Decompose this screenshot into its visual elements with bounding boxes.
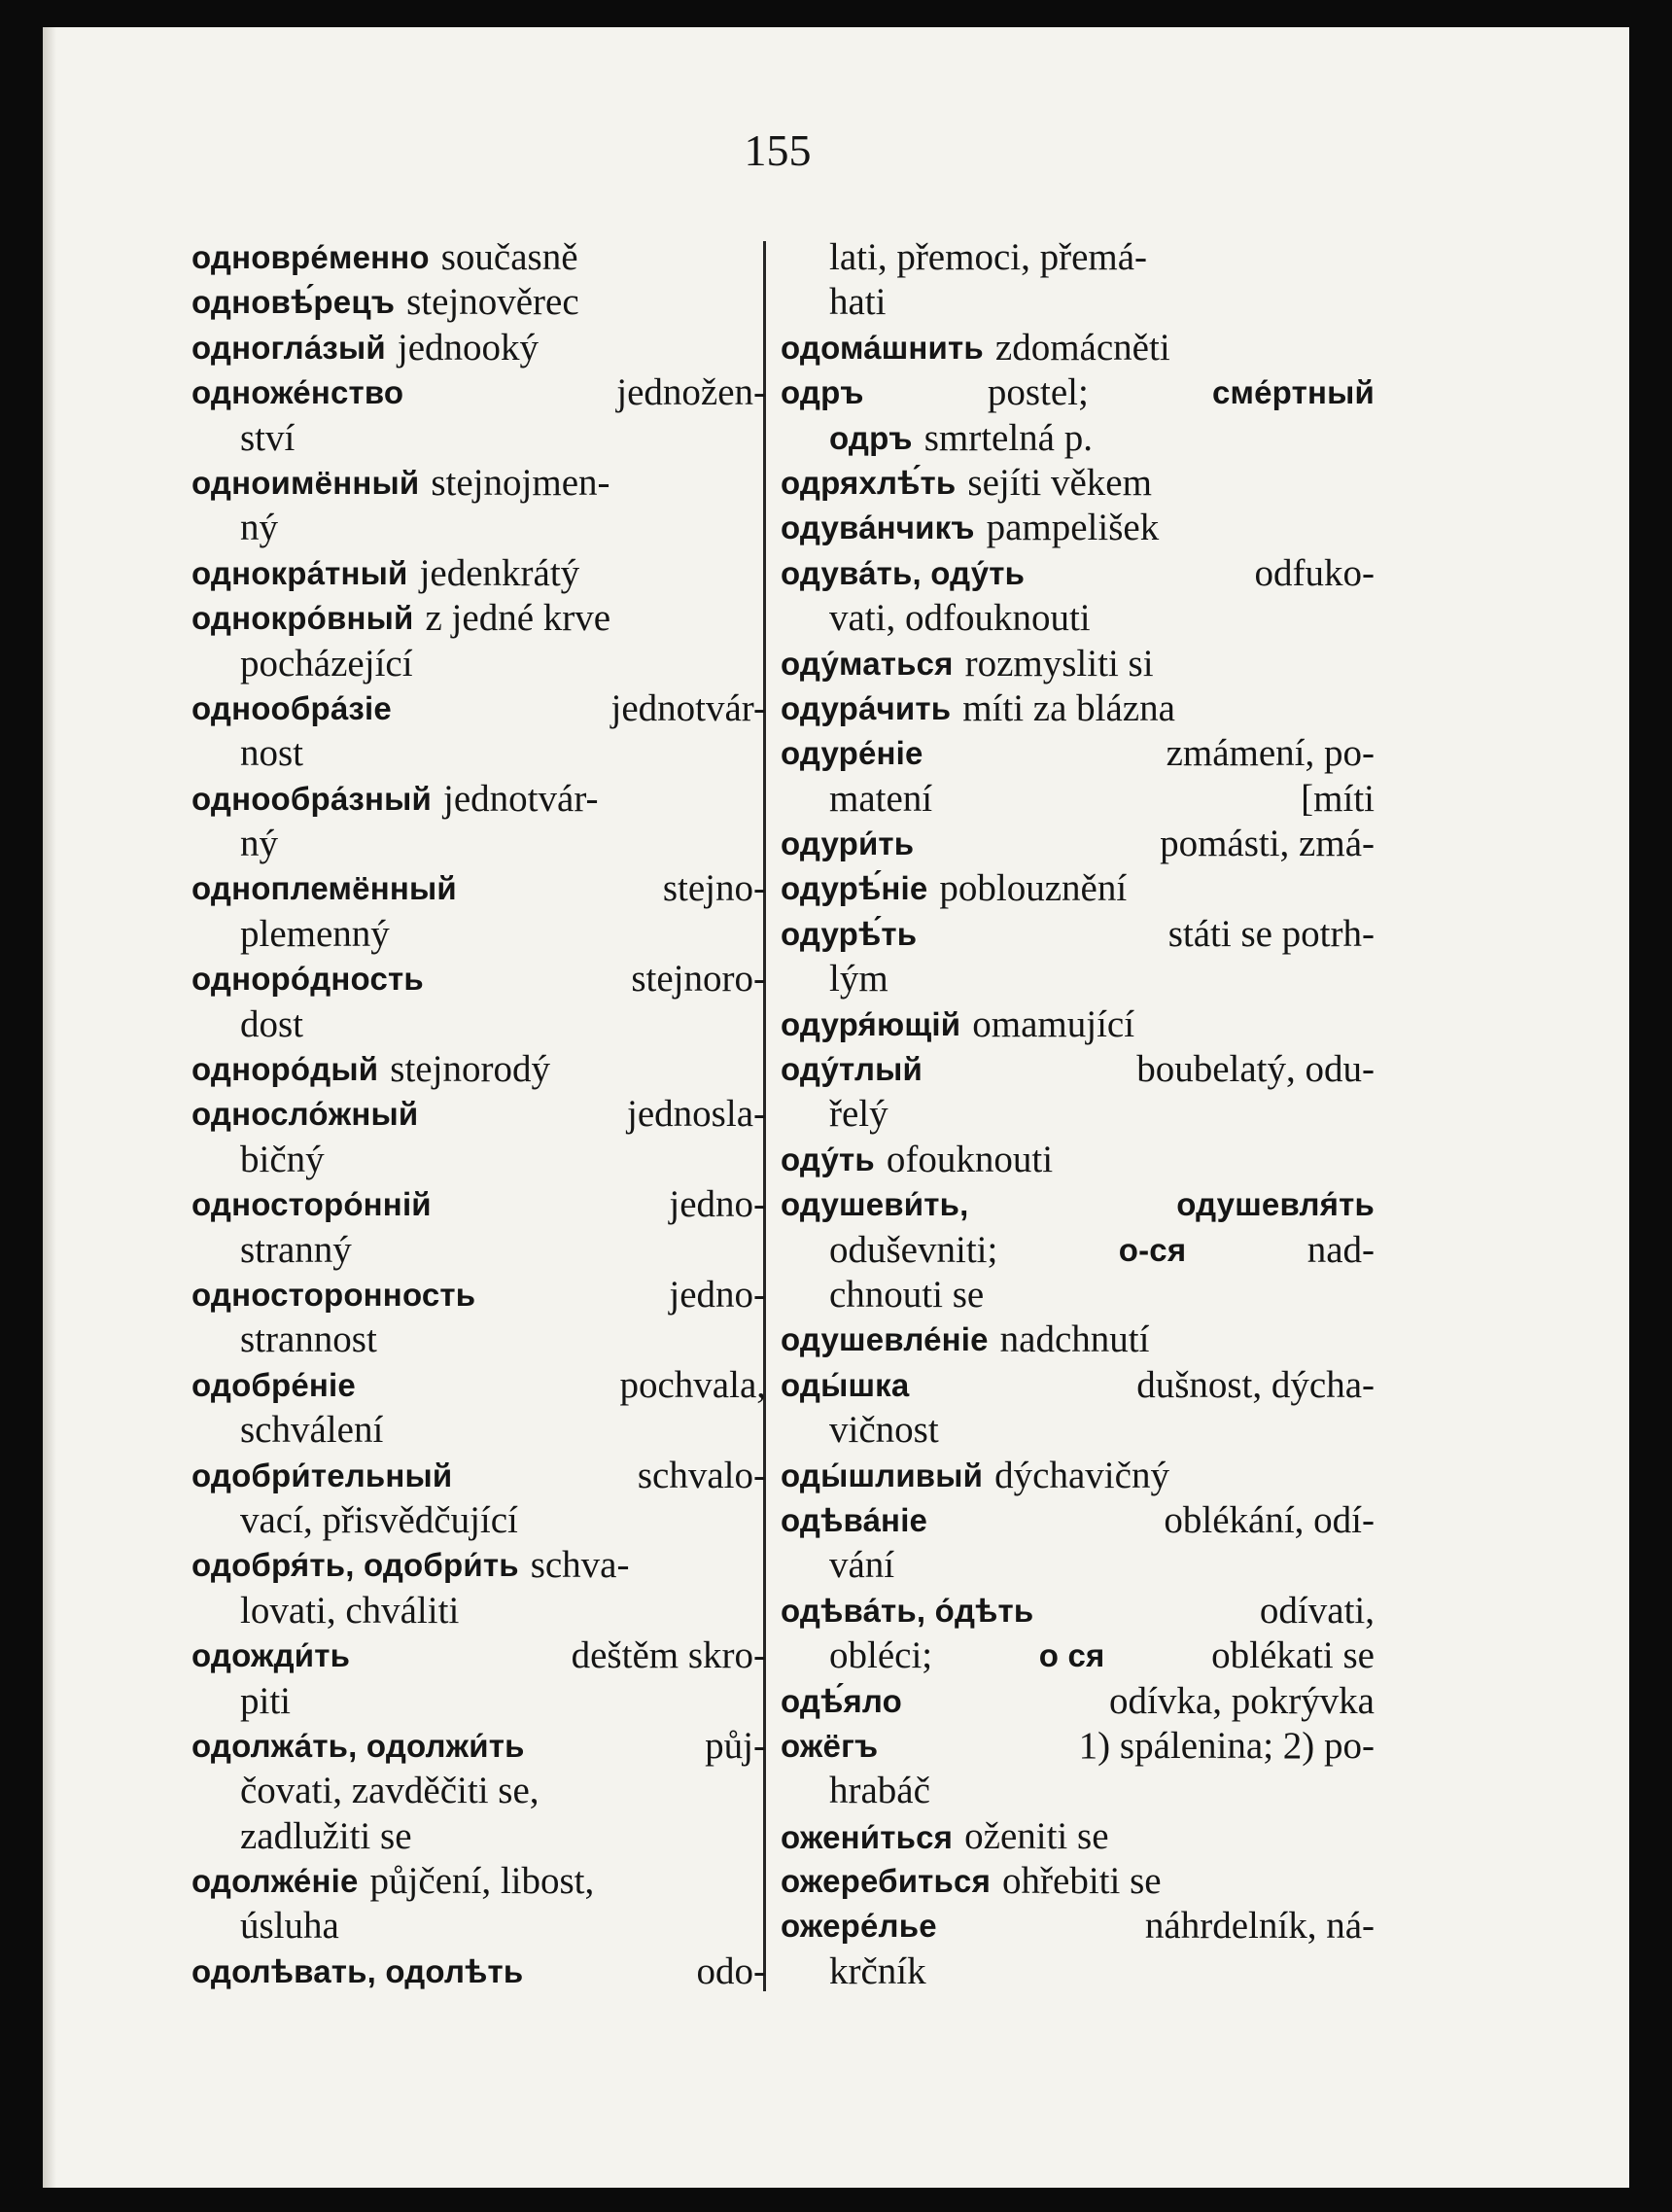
translation: odívka, pokrývka	[1109, 1679, 1375, 1722]
translation: chnouti se	[829, 1273, 985, 1316]
translation: dost	[240, 1002, 304, 1045]
headword: одноплемённый	[192, 870, 457, 907]
headword: одура́чить	[781, 689, 952, 726]
entry-continuation-line	[192, 506, 766, 550]
entry-continuation-line	[781, 1949, 1375, 1994]
dictionary-entry	[781, 370, 1375, 415]
translation: matení	[829, 777, 933, 820]
dictionary-page	[43, 27, 1629, 2188]
dictionary-entry	[781, 1679, 1375, 1724]
word-gap	[519, 1543, 531, 1588]
headword: одолѣвать, одолѣть	[192, 1952, 524, 1989]
translation: pomásti, zmá-	[1160, 823, 1375, 865]
dictionary-entry	[192, 1182, 766, 1227]
headword-inline: о-ся	[1118, 1231, 1187, 1268]
translation: pocházející	[240, 642, 413, 685]
word-gap	[991, 1859, 1002, 1904]
word-gap	[989, 1317, 1000, 1362]
headword: ожеребиться	[781, 1863, 992, 1900]
dictionary-entry	[192, 370, 766, 415]
translation: jedenkrátý	[419, 551, 580, 594]
headword: одува́нчикъ	[781, 509, 975, 546]
dictionary-entry	[192, 551, 766, 596]
translation: půjčení, libost,	[369, 1860, 595, 1903]
dictionary-entry	[781, 912, 1375, 957]
translation: zadlužiti se	[240, 1814, 412, 1857]
translation: piti	[240, 1679, 292, 1722]
dictionary-entry	[192, 1363, 766, 1408]
headword-inline: о ся	[1038, 1637, 1105, 1674]
translation: z jedné krve	[425, 597, 611, 640]
dictionary-entry	[781, 1363, 1375, 1408]
headword: ожере́лье	[781, 1908, 937, 1945]
translation: jedno-	[669, 1273, 766, 1316]
dictionary-entry	[192, 326, 766, 370]
word-gap	[954, 642, 965, 686]
translation: úsluha	[240, 1905, 339, 1948]
headword: одноимённый	[192, 464, 420, 501]
word-gap	[984, 326, 995, 370]
headword: однообра́зіе	[192, 689, 392, 726]
dictionary-entry	[781, 1904, 1375, 1949]
translation: strannost	[240, 1318, 377, 1361]
dictionary-entry	[781, 461, 1375, 506]
headword-secondary: одушевля́ть	[1176, 1186, 1375, 1223]
translation: jedno-	[669, 1183, 766, 1226]
translation: řelý	[829, 1093, 888, 1136]
translation: hrabáč	[829, 1770, 930, 1812]
entry-continuation-line	[781, 280, 1375, 325]
translation: náhrdelník, ná-	[1144, 1905, 1375, 1948]
translation: oženiti se	[964, 1814, 1109, 1857]
dictionary-entry	[781, 822, 1375, 866]
dictionary-entry	[781, 1002, 1375, 1047]
translation: smrtelná p.	[923, 416, 1093, 459]
headword: одуря́ющій	[781, 1005, 961, 1042]
translation: stejnorodý	[390, 1048, 550, 1091]
word-gap	[359, 1859, 370, 1904]
translation: nadchnutí	[999, 1318, 1150, 1361]
translation: zmámení, po-	[1166, 732, 1375, 775]
translation: pochvala,	[619, 1363, 766, 1406]
word-gap	[386, 326, 398, 370]
headword: однокра́тный	[192, 554, 408, 591]
headword: одѣва́ніе	[781, 1501, 928, 1538]
dictionary-entry	[781, 1454, 1375, 1498]
headword: одѣва́ть, о́дѣть	[781, 1592, 1034, 1629]
headword: одури́ть	[781, 825, 915, 862]
headword: одува́ть, оду́ть	[781, 554, 1026, 591]
entry-continuation-line	[781, 777, 1375, 822]
entry-continuation-line	[192, 1317, 766, 1362]
translation: lati, přemoci, přemá-	[829, 236, 1148, 278]
headword: одобре́ніе	[192, 1366, 356, 1403]
headword: одолже́ніе	[192, 1863, 359, 1900]
page-edge-shadow	[43, 27, 56, 2188]
translation: stejno-	[662, 867, 766, 910]
translation: ný	[240, 507, 278, 549]
translation: oblékání, odí-	[1164, 1498, 1375, 1541]
word-gap	[960, 1002, 972, 1047]
translation: čovati, zavděčiti se,	[240, 1770, 540, 1812]
translation: ství	[240, 416, 296, 459]
headword: одожди́ть	[192, 1637, 351, 1674]
headword: односторо́нній	[192, 1186, 432, 1223]
headword: односло́жный	[192, 1096, 419, 1133]
headword-prefix: о	[781, 1818, 800, 1855]
dictionary-entry	[192, 280, 766, 325]
headword: одобри́тельный	[192, 1457, 453, 1493]
translation: dušnost, dýcha-	[1136, 1363, 1375, 1406]
translation: hati	[829, 281, 887, 324]
dictionary-entry	[192, 1724, 766, 1769]
translation: odívati,	[1259, 1589, 1375, 1632]
headword: одуре́ніе	[781, 735, 923, 772]
headword: одноро́дность	[192, 961, 424, 998]
word-gap	[378, 1047, 390, 1092]
headword: одушеви́ть,	[781, 1186, 969, 1223]
entry-continuation-line	[781, 1092, 1375, 1137]
dictionary-entry	[192, 461, 766, 506]
translation: krčník	[829, 1949, 926, 1992]
word-gap	[413, 596, 425, 641]
word-gap	[956, 461, 967, 506]
headword: одобря́ть, одобри́ть	[192, 1547, 519, 1584]
dictionary-entry	[192, 1949, 766, 1994]
entry-continuation-line	[192, 822, 766, 866]
translation: současně	[440, 236, 578, 278]
translation: bičný	[240, 1138, 325, 1180]
headword: одновѣ́рецъ	[192, 284, 396, 321]
headword: односторонность	[192, 1276, 476, 1313]
dictionary-entry	[192, 596, 766, 641]
word-gap	[395, 280, 406, 325]
translation: stejnoro-	[631, 958, 766, 1001]
dictionary-entry	[781, 1498, 1375, 1543]
translation: odo-	[696, 1949, 766, 1992]
translation: schvalo-	[637, 1454, 766, 1496]
translation: postel;	[987, 371, 1089, 414]
word-gap	[951, 686, 962, 731]
word-gap	[430, 235, 441, 280]
entry-continuation-line	[192, 731, 766, 776]
translation: jednožen-	[616, 371, 766, 414]
translation: vání	[829, 1544, 895, 1587]
translation-continued: [míti	[1301, 777, 1375, 820]
headword: одноро́дый	[192, 1051, 379, 1088]
entry-continuation-line	[192, 642, 766, 686]
translation: schválení	[240, 1409, 384, 1452]
entry-continuation-line	[192, 1002, 766, 1047]
translation: ofouknouti	[886, 1138, 1054, 1180]
headword: жени́ться	[799, 1818, 954, 1855]
dictionary-entry	[781, 1859, 1375, 1904]
translation: oduševniti;	[829, 1228, 998, 1271]
dictionary-entry	[192, 957, 766, 1001]
headword: одолжа́ть, одолжи́ть	[192, 1727, 525, 1764]
word-gap	[927, 866, 939, 911]
translation: vací, přisvědčující	[240, 1498, 518, 1541]
translation: schva-	[530, 1544, 630, 1587]
translation: vati, odfouknouti	[829, 597, 1091, 640]
translation: jednooký	[397, 326, 540, 369]
dictionary-entry	[192, 866, 766, 911]
word-gap	[408, 551, 420, 596]
dictionary-entry	[781, 506, 1375, 550]
translation: plemenný	[240, 912, 390, 955]
headword: одряхлѣ́ть	[781, 464, 957, 501]
dictionary-entry	[781, 1047, 1375, 1092]
headword: одушевле́ніе	[781, 1321, 989, 1358]
translation: ohřebiti se	[1002, 1860, 1162, 1903]
translation: poblouznění	[939, 867, 1128, 910]
headword: одурѣ́ніе	[781, 870, 928, 907]
headword: однокро́вный	[192, 600, 414, 637]
headword: одръ	[829, 419, 913, 456]
translation: ný	[240, 823, 278, 865]
word-gap	[975, 506, 987, 550]
translation: dýchavičný	[994, 1454, 1169, 1496]
word-gap	[913, 416, 924, 461]
headword: одръ	[781, 374, 864, 411]
headword: оды́шка	[781, 1366, 910, 1403]
entry-continuation-line	[192, 1498, 766, 1543]
right-column	[781, 235, 1375, 1994]
entry-continuation-line	[192, 912, 766, 957]
dictionary-entry	[781, 866, 1375, 911]
translation: sejíti věkem	[967, 461, 1152, 504]
dictionary-entry	[192, 1454, 766, 1498]
dictionary-entry	[192, 777, 766, 822]
headword: одѣ́яло	[781, 1682, 902, 1719]
translation: omamující	[972, 1002, 1135, 1045]
translation: odfuko-	[1254, 551, 1375, 594]
entry-continuation-line	[192, 1408, 766, 1453]
translation: jednotvár-	[610, 686, 766, 729]
translation: obléci;	[829, 1634, 933, 1677]
entry-continuation-line	[781, 957, 1375, 1001]
dictionary-entry	[781, 1138, 1375, 1182]
headword: оду́тлый	[781, 1051, 923, 1088]
translation: stejnojmen-	[431, 461, 610, 504]
dictionary-entry	[781, 1317, 1375, 1362]
dictionary-entry	[781, 642, 1375, 686]
entry-continuation-line	[781, 1228, 1375, 1273]
left-column	[192, 235, 766, 1994]
translation: deštěm skro-	[571, 1634, 766, 1677]
dictionary-entry	[781, 1724, 1375, 1769]
dictionary-entry	[192, 1859, 766, 1904]
dictionary-entry	[781, 326, 1375, 370]
headword: одногла́зый	[192, 329, 386, 366]
word-gap	[983, 1454, 994, 1498]
headword: оду́ть	[781, 1141, 875, 1177]
headword: однообра́зный	[192, 780, 433, 817]
headword-secondary: сме́ртный	[1211, 374, 1375, 411]
word-gap	[432, 777, 443, 822]
headword: одома́шнить	[781, 329, 984, 366]
entry-continuation-line	[192, 1228, 766, 1273]
dictionary-entry	[192, 1092, 766, 1137]
translation: stejnověrec	[406, 281, 579, 324]
translation: vičnost	[829, 1409, 939, 1452]
translation: nost	[240, 732, 304, 775]
dictionary-entry	[781, 1814, 1375, 1859]
translation: půj-	[705, 1724, 766, 1767]
headword: ожёгъ	[781, 1727, 879, 1764]
translation: lým	[829, 958, 888, 1001]
entry-continuation-line	[781, 416, 1375, 461]
translation: jednosla-	[627, 1093, 766, 1136]
translation: rozmysliti si	[964, 642, 1154, 685]
dictionary-entry	[781, 551, 1375, 596]
word-gap	[953, 1814, 964, 1859]
translation: lovati, chváliti	[240, 1589, 460, 1632]
translation-continued: nad-	[1306, 1228, 1375, 1271]
entry-continuation-line	[781, 1543, 1375, 1588]
headword: одурѣ́ть	[781, 915, 918, 952]
dictionary-entry	[781, 731, 1375, 776]
entry-continuation-line	[781, 1633, 1375, 1678]
translation: jednotvár-	[443, 777, 599, 820]
entry-continuation-line	[192, 1904, 766, 1949]
headword: одновре́менно	[192, 239, 430, 275]
word-gap	[875, 1138, 887, 1182]
entry-continuation-line	[781, 596, 1375, 641]
translation: boubelatý, odu-	[1136, 1048, 1375, 1091]
dictionary-entry	[192, 686, 766, 731]
headword: оду́маться	[781, 645, 954, 682]
entry-continuation-line	[192, 1769, 766, 1813]
entry-continuation-line	[192, 1138, 766, 1182]
entry-continuation-line	[781, 1408, 1375, 1453]
translation: míti za blázna	[962, 686, 1175, 729]
entry-continuation-line	[781, 1273, 1375, 1317]
dictionary-entry	[781, 1182, 1375, 1227]
translation: stranný	[240, 1228, 352, 1271]
translation-continued: oblékati se	[1211, 1634, 1375, 1677]
translation: 1) spálenina; 2) po-	[1078, 1724, 1375, 1767]
entry-continuation-line	[192, 1589, 766, 1633]
entry-continuation-line	[192, 416, 766, 461]
dictionary-entry	[781, 686, 1375, 731]
entry-continuation-line	[781, 1769, 1375, 1813]
entry-continuation-line	[781, 235, 1375, 280]
dictionary-entry	[192, 1047, 766, 1092]
word-gap	[419, 461, 431, 506]
dictionary-entry	[192, 235, 766, 280]
headword: одноже́нство	[192, 374, 404, 411]
translation: státi se potrh-	[1167, 912, 1375, 955]
page-number: 155	[744, 125, 812, 175]
dictionary-entry	[192, 1633, 766, 1678]
headword: оды́шливый	[781, 1457, 984, 1493]
dictionary-entry	[192, 1273, 766, 1317]
headword-group	[781, 1814, 953, 1859]
dictionary-entry	[192, 1543, 766, 1588]
translation: pampelišek	[986, 507, 1160, 549]
translation: zdomácněti	[994, 326, 1170, 369]
entry-continuation-line	[192, 1814, 766, 1859]
entry-continuation-line	[192, 1679, 766, 1724]
dictionary-entry	[781, 1589, 1375, 1633]
